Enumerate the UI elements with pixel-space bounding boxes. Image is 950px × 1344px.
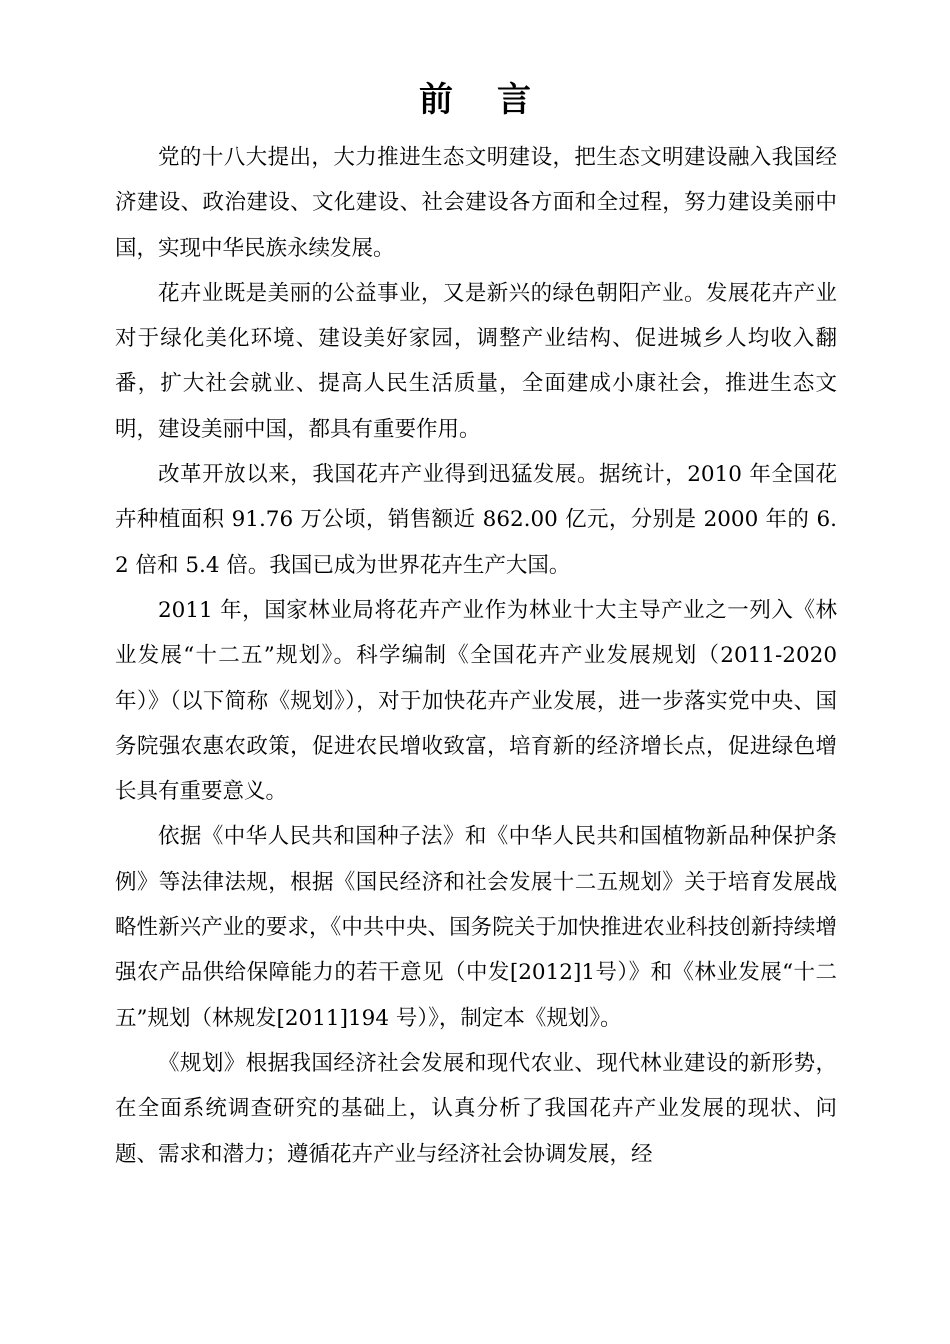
paragraph-3: 改革开放以来，我国花卉产业得到迅猛发展。据统计，2010 年全国花卉种植面积 91.76 万公顷，销售额近 862.00 亿元，分别是 2000 年的 6.2 倍和 5.4 倍。我国已成为世界花卉生产大国。 [115, 462, 837, 578]
paragraph-1: 党的十八大提出，大力推进生态文明建设，把生态文明建设融入我国经济建设、政治建设、文化建设、社会建设各方面和全过程，努力建设美丽中国，实现中华民族永续发展。 [115, 145, 837, 261]
paragraph-6: 《规划》根据我国经济社会发展和现代农业、现代林业建设的新形势，在全面系统调查研究的基础上，认真分析了我国花卉产业发展的现状、问题、需求和潜力；遵循花卉产业与经济社会协调发展，经 [115, 1050, 837, 1167]
document-body [115, 135, 837, 1177]
paragraph-2: 花卉业既是美丽的公益事业，又是新兴的绿色朝阳产业。发展花卉产业对于绿化美化环境、建设美好家园，调整产业结构、促进城乡人均收入翻番，扩大社会就业、提高人民生活质量，全面建成小康社会，推进生态文明，建设美丽中国，都具有重要作用。 [115, 280, 837, 442]
page-title: 前言 [419, 80, 575, 120]
paragraph-4: 2011 年，国家林业局将花卉产业作为林业十大主导产业之一列入《林业发展“十二五”规划》。科学编制《全国花卉产业发展规划（2011-2020 年）》（以下简称《规划》），对于加快花卉产业发展，进一步落实党中央、国务院强农惠农政策，促进农民增收致富，培育新的经济增长点，促进绿色增长具有重要意义。 [115, 597, 837, 805]
paragraph-5: 依据《中华人民共和国种子法》和《中华人民共和国植物新品种保护条例》等法律法规，根据《国民经济和社会发展十二五规划》关于培育发展战略性新兴产业的要求，《中共中央、国务院关于加快推进农业科技创新持续增强农产品供给保障能力的若干意见（中发[2012]1号）》和《林业发展“十二五”规划（林规发[2011]194 号）》，制定本《规划》。 [115, 824, 837, 1031]
